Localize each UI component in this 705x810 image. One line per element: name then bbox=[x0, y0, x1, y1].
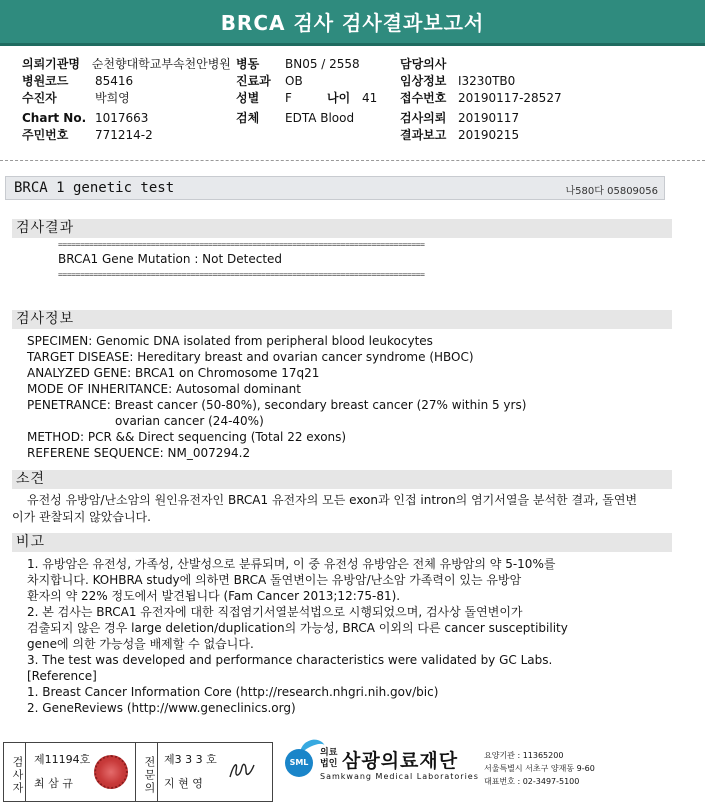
id-label: 주민번호 bbox=[22, 128, 69, 142]
remarks-line: 2. 본 검사는 BRCA1 유전자에 대한 직접염기서열분석법으로 시행되었으며, 검사상 돌연변이가 bbox=[27, 605, 523, 619]
test-info-line: PENETRANCE: Breast cancer (50-80%), secondary breast cancer (27% within 5 yrs) bbox=[27, 398, 527, 412]
chart-label: Chart No. bbox=[22, 111, 87, 125]
tester-cell bbox=[26, 743, 136, 801]
reviewer-label: 전문의 bbox=[136, 743, 158, 801]
id-value: 771214-2 bbox=[95, 128, 153, 142]
findings-line: 이가 관찰되지 않았습니다. bbox=[12, 510, 151, 524]
info-divider bbox=[0, 160, 705, 161]
result-divider-top: =================================================================================== bbox=[58, 240, 425, 249]
age-label: 나이 bbox=[327, 91, 351, 105]
reviewer-name: 지 현 영 bbox=[164, 777, 203, 790]
findings-line: 유전성 유방암/난소암의 원인유전자인 BRCA1 유전자의 모든 exon과 인접 intron의 염기서열을 분석한 결과, 돌연변 bbox=[27, 493, 638, 507]
org-logo-icon: SML bbox=[285, 749, 313, 777]
remarks-line: gene에 의한 가능성을 배제할 수 없습니다. bbox=[27, 637, 254, 651]
test-info-line: REFERENE SEQUENCE: NM_007294.2 bbox=[27, 446, 251, 460]
remarks-line: [Reference] bbox=[27, 669, 97, 683]
test-info-line: ovarian cancer (24-40%) bbox=[115, 414, 264, 428]
remarks-line: 검출되지 않은 경우 large deletion/duplication의 가능성, BRCA 이외의 다른 cancer susceptibility bbox=[27, 621, 568, 635]
org-contact bbox=[484, 749, 595, 788]
reviewer-number: 제3 3 3 호 bbox=[164, 753, 217, 766]
sex-label: 성별 bbox=[236, 91, 260, 105]
ward-value: BN05 / 2558 bbox=[285, 57, 360, 71]
institution-label: 의뢰기관명 bbox=[22, 57, 80, 71]
remarks-line: 환자의 약 22% 정도에서 발견됩니다 (Fam Cancer 2013;12:75-81). bbox=[27, 589, 401, 603]
hospital-code-label: 병원코드 bbox=[22, 74, 69, 88]
chart-value: 1017663 bbox=[95, 111, 149, 125]
org-phone: 대표번호 : 02-3497-5100 bbox=[484, 777, 580, 786]
sex-value: F bbox=[285, 91, 292, 105]
remarks-line: 1. 유방암은 유전성, 가족성, 산발성으로 분류되며, 이 중 유전성 유방암은 전체 유방암의 약 5-10%를 bbox=[27, 557, 556, 571]
findings-heading: 소견 bbox=[12, 470, 672, 489]
specimen-label: 검체 bbox=[236, 111, 260, 125]
test-info-line: ANALYZED GENE: BRCA1 on Chromosome 17q21 bbox=[27, 366, 320, 380]
test-name: BRCA 1 genetic test bbox=[14, 180, 175, 196]
dept-label: 진료과 bbox=[236, 74, 271, 88]
report-date-label: 결과보고 bbox=[400, 128, 447, 142]
report-title: BRCA 검사 검사결과보고서 bbox=[0, 0, 705, 46]
test-info-line: TARGET DISEASE: Hereditary breast and ovarian cancer syndrome (HBOC) bbox=[27, 350, 474, 364]
org-prefix-top: 의료 bbox=[320, 748, 338, 758]
org-address: 서울특별시 서초구 양재동 9-60 bbox=[484, 764, 595, 773]
test-info-heading: 검사정보 bbox=[12, 310, 672, 329]
org-english-name: Samkwang Medical Laboratories bbox=[320, 772, 479, 781]
receipt-value: 20190117-28527 bbox=[458, 91, 562, 105]
org-prefix-bottom: 법인 bbox=[320, 759, 338, 769]
patient-value: 박희영 bbox=[95, 91, 130, 105]
receipt-label: 접수번호 bbox=[400, 91, 447, 105]
clinical-label: 임상정보 bbox=[400, 74, 447, 88]
tester-number: 제11194호 bbox=[34, 753, 91, 766]
request-label: 검사의뢰 bbox=[400, 111, 447, 125]
report-date-value: 20190215 bbox=[458, 128, 520, 142]
test-name-bar bbox=[5, 176, 665, 200]
tester-name: 최 삼 규 bbox=[34, 777, 73, 790]
institution-value: 순천향대학교부속천안병원 bbox=[91, 57, 231, 71]
signature-mark bbox=[224, 757, 264, 783]
test-info-line: MODE OF INHERITANCE: Autosomal dominant bbox=[27, 382, 301, 396]
dept-value: OB bbox=[285, 74, 303, 88]
org-name: 삼광의료재단 bbox=[342, 750, 459, 772]
remarks-line: 2. GeneReviews (http://www.geneclinics.org) bbox=[27, 701, 296, 715]
request-value: 20190117 bbox=[458, 111, 520, 125]
remarks-line: 차지합니다. KOHBRA study에 의하면 BRCA 돌연변이는 유방암/난소암 가족력이 있는 유방암 bbox=[27, 573, 522, 587]
age-value: 41 bbox=[362, 91, 378, 105]
org-prefix bbox=[320, 748, 337, 770]
result-divider-bottom: =================================================================================== bbox=[58, 270, 425, 279]
remarks-line: 1. Breast Cancer Information Core (http://research.nhgri.nih.gov/bic) bbox=[27, 685, 439, 699]
doctor-label: 담당의사 bbox=[400, 57, 447, 71]
tester-label: 검사자 bbox=[4, 743, 26, 801]
test-code: 나580다 05809056 bbox=[565, 186, 658, 197]
test-info-line: METHOD: PCR && Direct sequencing (Total 22 exons) bbox=[27, 430, 347, 444]
signature-box bbox=[3, 742, 273, 802]
result-heading: 검사결과 bbox=[12, 219, 672, 238]
patient-label: 수진자 bbox=[22, 91, 57, 105]
seal-stamp bbox=[94, 755, 128, 789]
org-code: 요양기관 : 11365200 bbox=[484, 751, 564, 760]
hospital-code-value: 85416 bbox=[95, 74, 134, 88]
test-info-line: SPECIMEN: Genomic DNA isolated from peripheral blood leukocytes bbox=[27, 334, 433, 348]
result-line: BRCA1 Gene Mutation : Not Detected bbox=[58, 252, 283, 266]
specimen-value: EDTA Blood bbox=[285, 111, 355, 125]
clinical-value: I3230TB0 bbox=[458, 74, 516, 88]
remarks-line: 3. The test was developed and performance characteristics were validated by GC Labs. bbox=[27, 653, 553, 667]
remarks-heading: 비고 bbox=[12, 533, 672, 552]
ward-label: 병동 bbox=[236, 57, 260, 71]
